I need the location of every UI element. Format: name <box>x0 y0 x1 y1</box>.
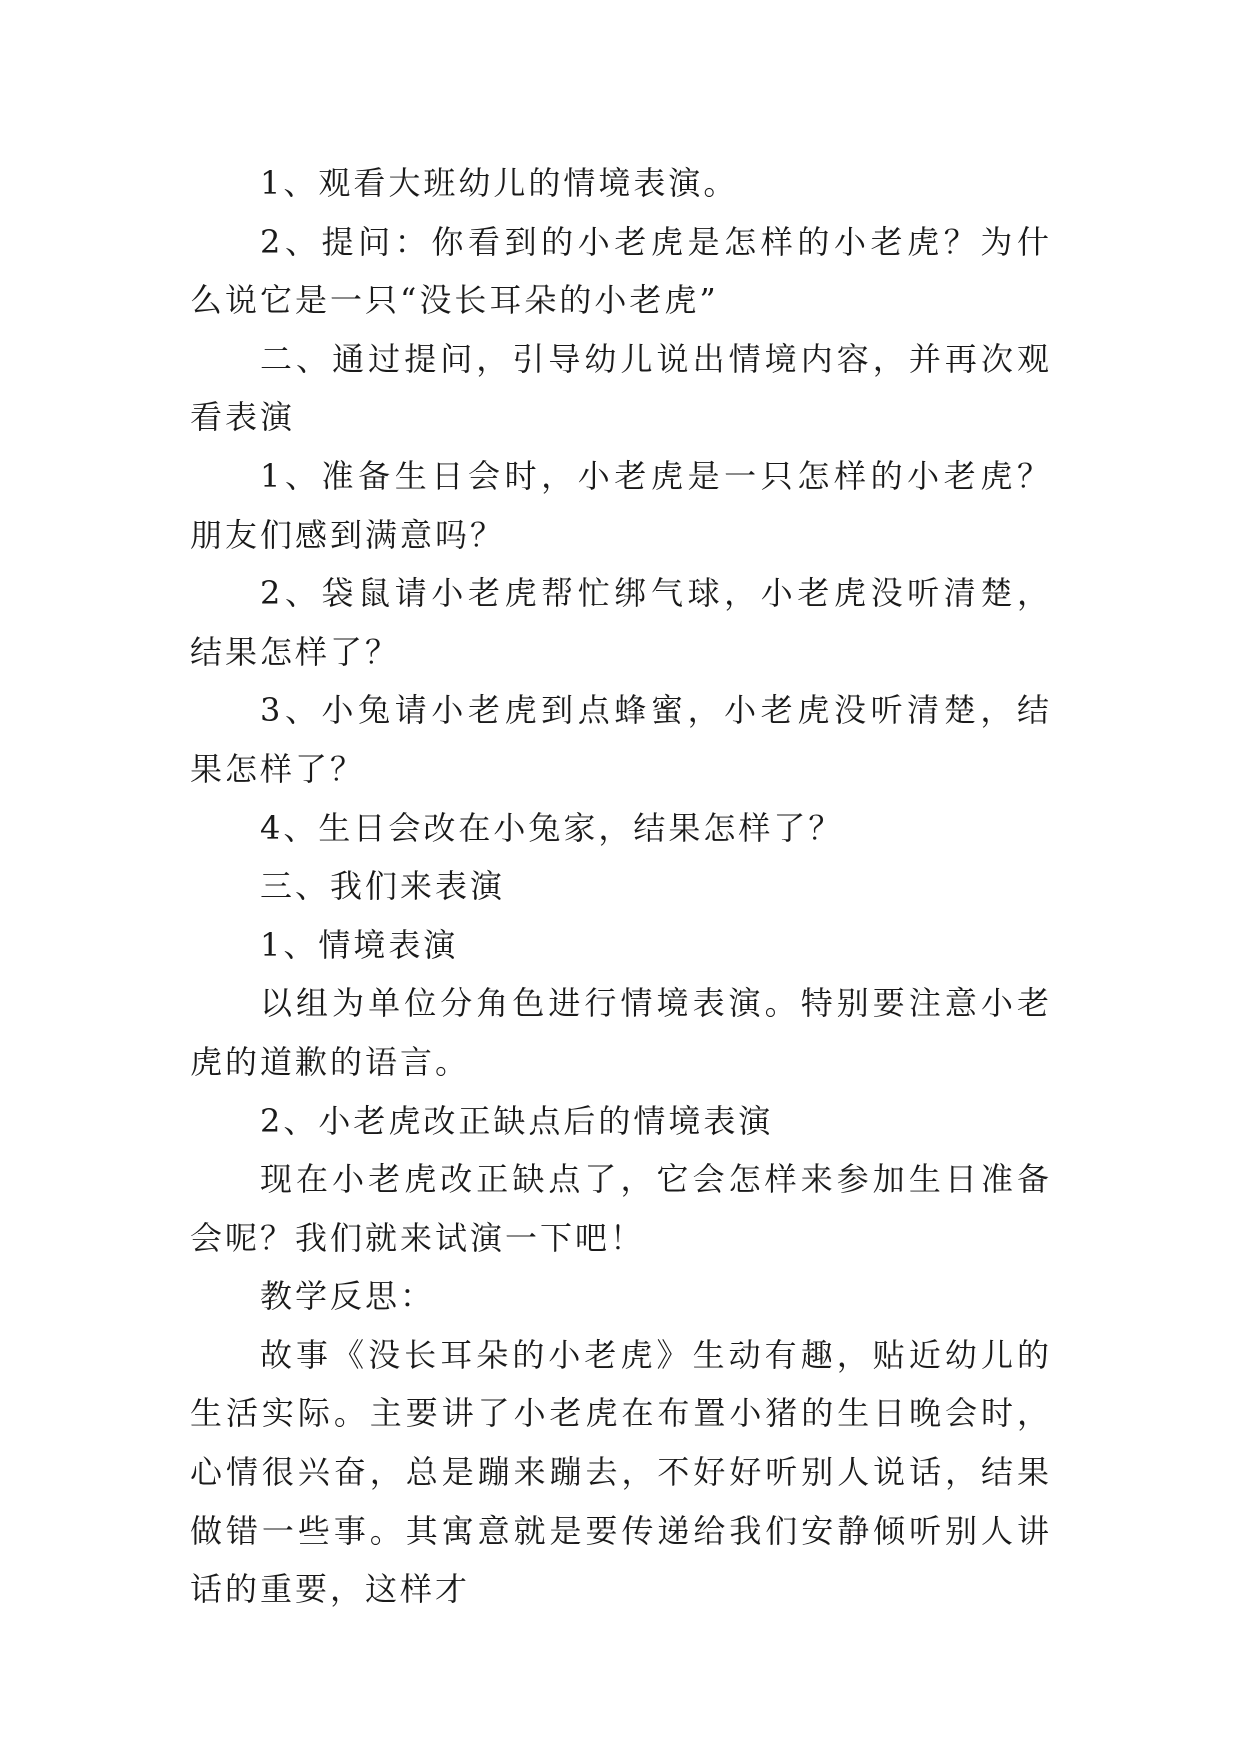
section-heading: 二、通过提问，引导幼儿说出情境内容，并再次观看表演 <box>190 339 1052 437</box>
paragraph: 2、小老虎改正缺点后的情境表演 <box>260 1101 774 1140</box>
paragraph: 1、情境表演 <box>260 925 459 964</box>
paragraph: 1、准备生日会时，小老虎是一只怎样的小老虎？朋友们感到满意吗？ <box>190 456 1052 554</box>
paragraph: 以组为单位分角色进行情境表演。特别要注意小老虎的道歉的语言。 <box>190 984 1052 1081</box>
section-heading: 教学反思： <box>260 1277 436 1316</box>
paragraph: 3、小兔请小老虎到点蜂蜜，小老虎没听清楚，结果怎样了？ <box>190 691 1052 788</box>
paragraph: 4、生日会改在小兔家，结果怎样了？ <box>260 808 844 847</box>
paragraph: 2、提问：你看到的小老虎是怎样的小老虎？为什么说它是一只“没长耳朵的小老虎” <box>190 222 1052 320</box>
paragraph: 2、袋鼠请小老虎帮忙绑气球，小老虎没听清楚，结果怎样了？ <box>190 574 1052 671</box>
section-heading: 三、我们来表演 <box>260 867 506 906</box>
paragraph: 现在小老虎改正缺点了，它会怎样来参加生日准备会呢？我们就来试演一下吧！ <box>190 1160 1052 1257</box>
document-body <box>190 154 1052 1619</box>
paragraph: 1、观看大班幼儿的情境表演。 <box>260 164 739 202</box>
paragraph: 故事《没长耳朵的小老虎》生动有趣，贴近幼儿的生活实际。主要讲了小老虎在布置小猪的生日晚会时，心情很兴奋，总是蹦来蹦去，不好好听别人说话，结果做错一些事。其寓意就是要传递给我们安静倾听别人讲话的重要，这样才 <box>190 1335 1052 1609</box>
